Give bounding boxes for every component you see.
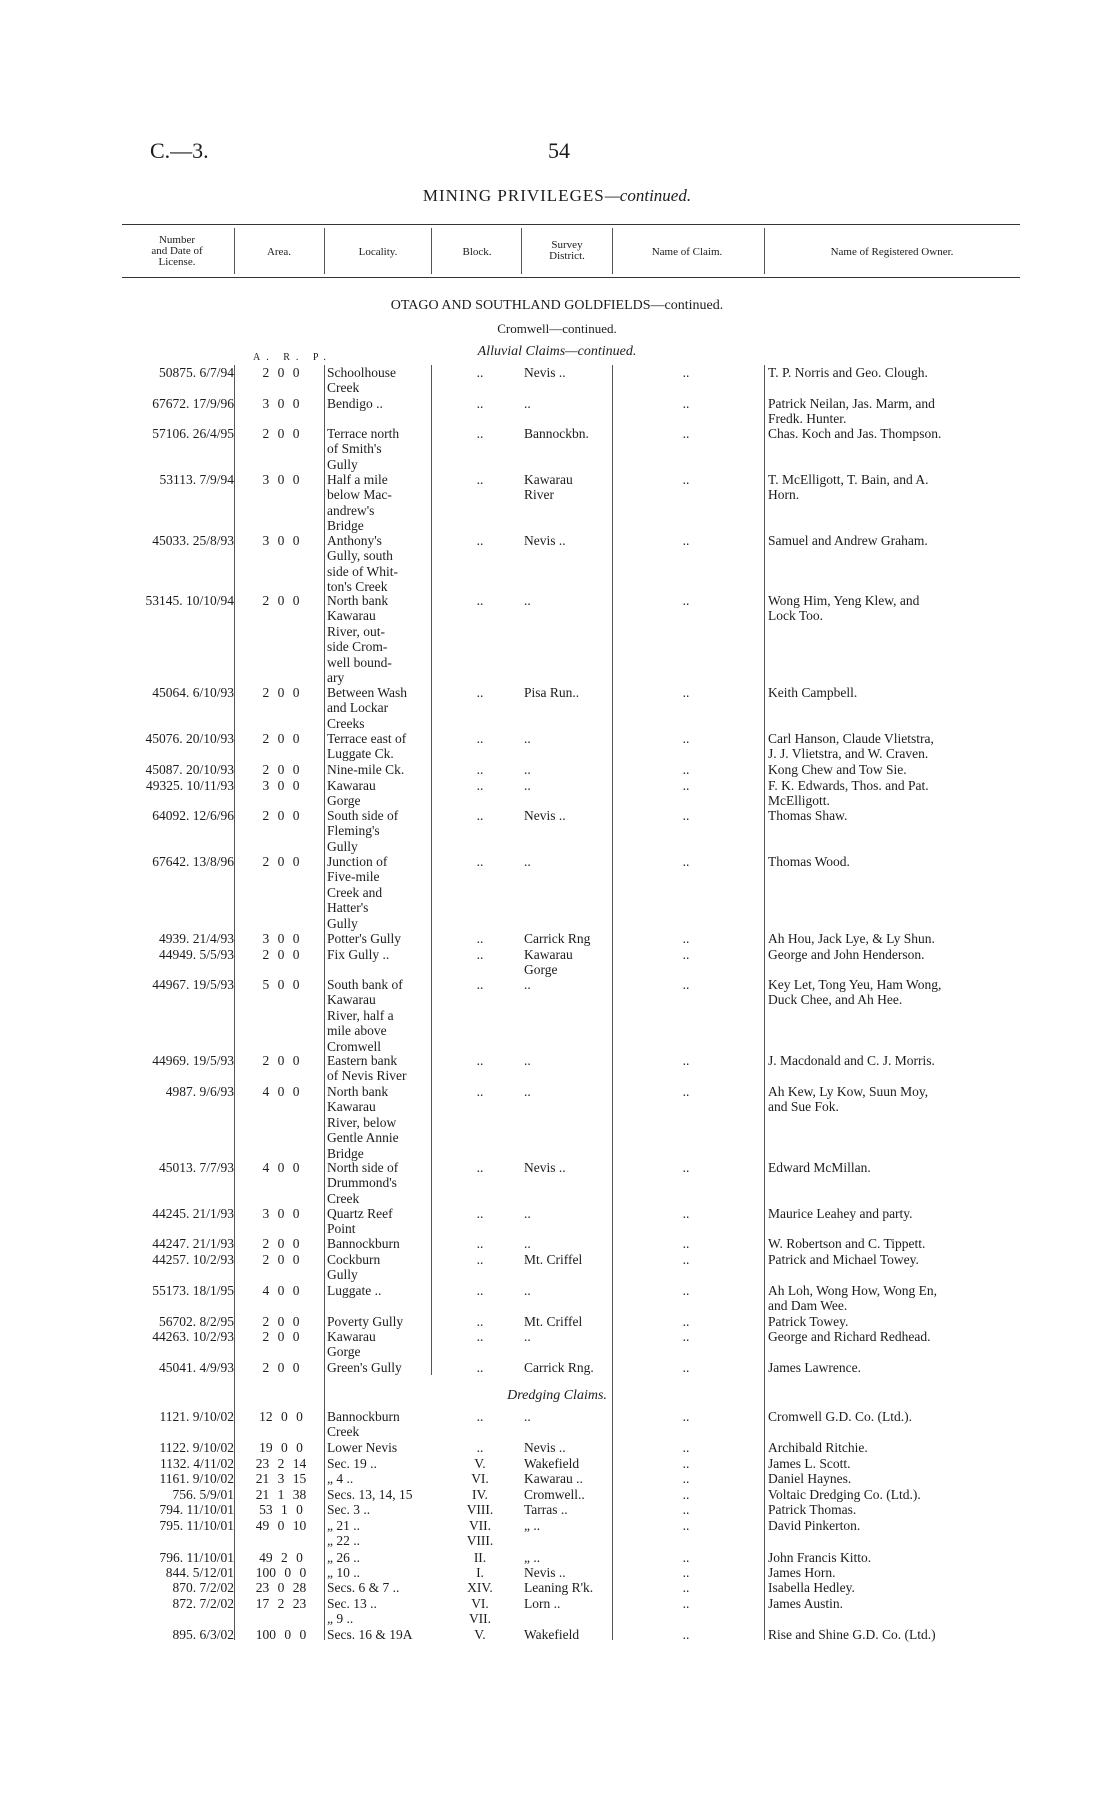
cell-survey: .. — [524, 593, 531, 608]
cell-claim: .. — [682, 365, 690, 380]
cell-survey: .. — [524, 1409, 531, 1424]
cell-area: 2 0 0 — [262, 947, 300, 962]
cell-survey: Nevis .. — [524, 365, 566, 380]
cell-owner: Key Let, Tong Yeu, Ham Wong, Duck Chee, and Ah Hee. — [768, 977, 942, 1008]
area-units-label: A. R. P. — [253, 352, 332, 363]
cell-locality: Sec. 19 .. — [327, 1456, 377, 1471]
cell-owner: Wong Him, Yeng Klew, and Lock Too. — [768, 593, 920, 624]
cell-area: 19 0 0 — [259, 1440, 303, 1455]
cell-survey: Carrick Rng. — [524, 1360, 594, 1375]
cell-owner: W. Robertson and C. Tippett. — [768, 1236, 926, 1251]
cell-area: 2 0 0 — [262, 1314, 300, 1329]
page-title — [0, 186, 1114, 206]
cell-block: .. — [476, 1329, 484, 1344]
cell-license: 45041. 4/9/93 — [158, 1360, 234, 1375]
cell-locality: Anthony's Gully, south side of Whit- ton's Creek — [327, 533, 398, 595]
cell-claim: .. — [682, 1627, 690, 1642]
cell-locality: Kawarau Gorge — [327, 778, 376, 809]
cell-survey: Pisa Run.. — [524, 685, 580, 700]
cell-survey: Cromwell.. — [524, 1487, 585, 1502]
cell-area: 3 0 0 — [262, 472, 300, 487]
cell-claim: .. — [682, 1160, 690, 1175]
cell-claim: .. — [682, 1314, 690, 1329]
cell-survey: Mt. Criffel — [524, 1252, 583, 1267]
cell-license: 67672. 17/9/96 — [152, 396, 234, 411]
cell-locality: „ 4 .. — [327, 1471, 354, 1486]
cell-locality: Poverty Gully — [327, 1314, 404, 1329]
cell-license: 55173. 18/1/95 — [152, 1283, 234, 1298]
cell-area: 23 2 14 — [255, 1456, 307, 1471]
cell-owner: Isabella Hedley. — [768, 1580, 855, 1595]
cell-survey: Mt. Criffel — [524, 1314, 583, 1329]
cell-license: 45064. 6/10/93 — [152, 685, 234, 700]
cell-survey: Bannockbn. — [524, 426, 589, 441]
cell-owner: Ah Kew, Ly Kow, Suun Moy, and Sue Fok. — [768, 1084, 929, 1115]
cell-block: .. — [476, 1084, 484, 1099]
cell-survey: .. — [524, 854, 531, 869]
cell-owner: Ah Hou, Jack Lye, & Ly Shun. — [768, 931, 935, 946]
cell-license: 872. 7/2/02 — [172, 1596, 234, 1611]
cell-area: 100 0 0 — [255, 1627, 307, 1642]
goldfields-heading: OTAGO AND SOUTHLAND GOLDFIELDS—continued. — [390, 298, 724, 313]
cell-claim: .. — [682, 533, 690, 548]
cell-license: 44967. 19/5/93 — [152, 977, 234, 992]
cell-survey: Nevis .. — [524, 808, 566, 823]
cell-area: 4 0 0 — [262, 1084, 300, 1099]
cell-area: 49 0 10 — [255, 1518, 307, 1533]
cell-license: 50875. 6/7/94 — [158, 365, 234, 380]
cell-license: 45076. 20/10/93 — [145, 731, 234, 746]
header-bottom-rule — [122, 277, 1020, 278]
cell-survey: Nevis .. — [524, 1440, 566, 1455]
cell-locality: Lower Nevis — [327, 1440, 398, 1455]
cell-license: 870. 7/2/02 — [172, 1580, 234, 1595]
col-locality: Locality. — [358, 246, 398, 258]
cell-owner: Samuel and Andrew Graham. — [768, 533, 928, 548]
cell-owner: David Pinkerton. — [768, 1518, 861, 1533]
cell-license: 44969. 19/5/93 — [152, 1053, 234, 1068]
cell-locality: Bannockburn — [327, 1236, 400, 1251]
cell-locality: Cockburn Gully — [327, 1252, 381, 1283]
header-divider — [764, 228, 765, 274]
cell-license: 1122. 9/10/02 — [159, 1440, 234, 1455]
cell-locality: Nine-mile Ck. — [327, 762, 405, 777]
cell-owner: T. P. Norris and Geo. Clough. — [768, 365, 928, 380]
cell-block: I. — [476, 1565, 484, 1580]
cell-locality: Potter's Gully — [327, 931, 402, 946]
cell-block: .. — [476, 1283, 484, 1298]
col-license: Number and Date of License. — [151, 234, 203, 268]
cell-license: 794. 11/10/01 — [159, 1502, 234, 1517]
cell-survey: Wakefield — [524, 1627, 580, 1642]
cell-claim: .. — [682, 1596, 690, 1611]
cell-area: 2 0 0 — [262, 426, 300, 441]
cell-block: .. — [476, 1440, 484, 1455]
cell-area: 2 0 0 — [262, 593, 300, 608]
cell-claim: .. — [682, 1084, 690, 1099]
column-divider — [764, 365, 765, 1640]
cell-locality: „ 10 .. — [327, 1565, 360, 1580]
cell-area: 3 0 0 — [262, 931, 300, 946]
cell-block: .. — [476, 533, 484, 548]
cell-area: 12 0 0 — [259, 1409, 303, 1424]
cell-owner: Chas. Koch and Jas. Thompson. — [768, 426, 942, 441]
header-divider — [521, 228, 522, 274]
page-number: 54 — [548, 138, 570, 163]
cell-block: .. — [476, 685, 484, 700]
cell-owner: Archibald Ritchie. — [768, 1440, 868, 1455]
cell-owner: Maurice Leahey and party. — [768, 1206, 913, 1221]
header-divider — [431, 228, 432, 274]
cell-survey: „ .. — [524, 1518, 541, 1533]
cell-survey: .. — [524, 762, 531, 777]
cell-locality: North bank Kawarau River, out- side Crom- well bound- ary — [327, 593, 392, 686]
cell-survey: Leaning R'k. — [524, 1580, 594, 1595]
cell-owner: Patrick Thomas. — [768, 1502, 857, 1517]
cell-area: 2 0 0 — [262, 762, 300, 777]
cell-block: .. — [476, 731, 484, 746]
cell-survey: .. — [524, 1053, 531, 1068]
cell-owner: Patrick Towey. — [768, 1314, 849, 1329]
cell-license: 53113. 7/9/94 — [159, 472, 234, 487]
cell-license: 44949. 5/5/93 — [158, 947, 234, 962]
cell-locality: „ 21 .. „ 22 .. — [327, 1518, 360, 1549]
cell-license: 844. 5/12/01 — [165, 1565, 234, 1580]
col-claim-name: Name of Claim. — [651, 246, 723, 258]
cell-survey: Wakefield — [524, 1456, 580, 1471]
cell-survey: .. — [524, 977, 531, 992]
cell-survey: Tarras .. — [524, 1502, 568, 1517]
cell-license: 45013. 7/7/93 — [158, 1160, 234, 1175]
cell-license: 44247. 21/1/93 — [152, 1236, 234, 1251]
cell-block: VII. VIII. — [466, 1518, 494, 1549]
cell-block: .. — [476, 1409, 484, 1424]
cell-area: 23 0 28 — [255, 1580, 307, 1595]
cell-block: .. — [476, 947, 484, 962]
cell-license: 49325. 10/11/93 — [145, 778, 234, 793]
cell-owner: F. K. Edwards, Thos. and Pat. McElligott. — [768, 778, 929, 809]
cell-owner: Patrick and Michael Towey. — [768, 1252, 919, 1267]
header-top-rule — [122, 224, 1020, 225]
cell-locality: Terrace north of Smith's Gully — [327, 426, 400, 472]
cell-license: 44263. 10/2/93 — [152, 1329, 234, 1344]
cell-locality: Terrace east of Luggate Ck. — [327, 731, 407, 762]
cell-owner: George and John Henderson. — [768, 947, 925, 962]
column-divider — [431, 365, 432, 1375]
cell-locality: Eastern bank of Nevis River — [327, 1053, 407, 1084]
cell-claim: .. — [682, 1283, 690, 1298]
cell-block: .. — [476, 1360, 484, 1375]
cell-locality: Secs. 13, 14, 15 — [327, 1487, 413, 1502]
cell-license: 53145. 10/10/94 — [145, 593, 234, 608]
cell-owner: Patrick Neilan, Jas. Marm, and Fredk. Hunter. — [768, 396, 935, 427]
cell-area: 2 0 0 — [262, 854, 300, 869]
cell-survey: „ .. — [524, 1550, 541, 1565]
cell-block: .. — [476, 1206, 484, 1221]
cell-license: 756. 5/9/01 — [172, 1487, 234, 1502]
cell-owner: John Francis Kitto. — [768, 1550, 872, 1565]
cell-license: 795. 11/10/01 — [159, 1518, 234, 1533]
cell-claim: .. — [682, 1360, 690, 1375]
title-main: MINING PRIVILEGES — [422, 186, 605, 205]
cell-locality: North bank Kawarau River, below Gentle Annie Bridge — [327, 1084, 399, 1161]
cell-block: .. — [476, 1236, 484, 1251]
cell-claim: .. — [682, 1053, 690, 1068]
cell-locality: Quartz Reef Point — [327, 1206, 393, 1237]
cell-license: 57106. 26/4/95 — [152, 426, 234, 441]
cell-owner: James Lawrence. — [768, 1360, 861, 1375]
cell-area: 2 0 0 — [262, 1252, 300, 1267]
cell-block: .. — [476, 808, 484, 823]
cell-license: 44257. 10/2/93 — [152, 1252, 234, 1267]
cell-locality: Half a mile below Mac- andrew's Bridge — [327, 472, 392, 534]
cell-survey: .. — [524, 396, 531, 411]
cell-area: 3 0 0 — [262, 778, 300, 793]
column-divider — [324, 365, 325, 1640]
cell-license: 45033. 25/8/93 — [152, 533, 234, 548]
cell-survey: Nevis .. — [524, 1565, 566, 1580]
cell-locality: Schoolhouse Creek — [327, 365, 396, 396]
cell-block: .. — [476, 1252, 484, 1267]
cell-area: 21 3 15 — [255, 1471, 307, 1486]
cell-locality: Kawarau Gorge — [327, 1329, 376, 1360]
col-block: Block. — [462, 246, 492, 258]
cell-license: 1121. 9/10/02 — [159, 1409, 234, 1424]
cell-owner: James L. Scott. — [768, 1456, 851, 1471]
cell-area: 4 0 0 — [262, 1160, 300, 1175]
cell-area: 21 1 38 — [255, 1487, 307, 1502]
cell-area: 2 0 0 — [262, 365, 300, 380]
cell-area: 4 0 0 — [262, 1283, 300, 1298]
cell-area: 2 0 0 — [262, 731, 300, 746]
cell-license: 67642. 13/8/96 — [152, 854, 234, 869]
cell-locality: Between Wash and Lockar Creeks — [327, 685, 408, 731]
cell-license: 895. 6/3/02 — [172, 1627, 234, 1642]
cell-locality: Junction of Five-mile Creek and Hatter's Gully — [327, 854, 388, 931]
cell-block: .. — [476, 762, 484, 777]
cell-claim: .. — [682, 1440, 690, 1455]
cell-locality: „ 26 .. — [327, 1550, 360, 1565]
cell-survey: .. — [524, 1283, 531, 1298]
cell-area: 3 0 0 — [262, 396, 300, 411]
cell-owner: James Horn. — [768, 1565, 836, 1580]
cell-claim: .. — [682, 854, 690, 869]
cell-owner: James Austin. — [768, 1596, 844, 1611]
cell-block: .. — [476, 1314, 484, 1329]
cell-area: 2 0 0 — [262, 1360, 300, 1375]
cell-claim: .. — [682, 778, 690, 793]
cell-survey: Nevis .. — [524, 533, 566, 548]
alluvial-claims-heading: Alluvial Claims—continued. — [477, 344, 637, 359]
cell-locality: Luggate .. — [327, 1283, 382, 1298]
cell-locality: North side of Drummond's Creek — [327, 1160, 399, 1206]
cell-owner: Carl Hanson, Claude Vlietstra, J. J. Vlietstra, and W. Craven. — [768, 731, 934, 762]
cell-locality: Secs. 16 & 19A — [327, 1627, 413, 1642]
cell-survey: Kawarau River — [524, 472, 573, 503]
cell-claim: .. — [682, 396, 690, 411]
cell-claim: .. — [682, 426, 690, 441]
cell-locality: Fix Gully .. — [327, 947, 390, 962]
cell-block: IV. — [472, 1487, 488, 1502]
cell-claim: .. — [682, 1565, 690, 1580]
cell-claim: .. — [682, 1236, 690, 1251]
header-divider — [324, 228, 325, 274]
cell-survey: .. — [524, 731, 531, 746]
cell-survey: .. — [524, 778, 531, 793]
col-survey-district: Survey District. — [549, 239, 585, 262]
cell-locality: Green's Gully — [327, 1360, 402, 1375]
cell-owner: Thomas Wood. — [768, 854, 850, 869]
cell-license: 1132. 4/11/02 — [160, 1456, 234, 1471]
cell-area: 17 2 23 — [255, 1596, 307, 1611]
cell-claim: .. — [682, 1471, 690, 1486]
cell-license: 796. 11/10/01 — [159, 1550, 234, 1565]
cell-locality: Bendigo .. — [327, 396, 383, 411]
cell-area: 2 0 0 — [262, 1329, 300, 1344]
cell-claim: .. — [682, 1252, 690, 1267]
cell-claim: .. — [682, 472, 690, 487]
cell-claim: .. — [682, 1329, 690, 1344]
cell-locality: South side of Fleming's Gully — [327, 808, 399, 854]
cell-claim: .. — [682, 1487, 690, 1502]
cell-claim: .. — [682, 977, 690, 992]
cell-block: .. — [476, 1053, 484, 1068]
cell-claim: .. — [682, 1456, 690, 1471]
cell-block: .. — [476, 854, 484, 869]
header-divider — [612, 228, 613, 274]
cell-area: 2 0 0 — [262, 808, 300, 823]
column-divider — [234, 365, 235, 1640]
cell-claim: .. — [682, 1502, 690, 1517]
cell-survey: Kawarau Gorge — [524, 947, 573, 978]
cell-block: VI. VII. — [468, 1596, 492, 1627]
cell-survey: .. — [524, 1236, 531, 1251]
cell-owner: Kong Chew and Tow Sie. — [768, 762, 907, 777]
cell-survey: Nevis .. — [524, 1160, 566, 1175]
cell-block: VIII. — [466, 1502, 494, 1517]
cell-owner: Rise and Shine G.D. Co. (Ltd.) — [768, 1627, 936, 1642]
cell-license: 1161. 9/10/02 — [159, 1471, 234, 1486]
cell-area: 2 0 0 — [262, 1053, 300, 1068]
cell-locality: South bank of Kawarau River, half a mile above Cromwell — [327, 977, 403, 1054]
cell-license: 44245. 21/1/93 — [152, 1206, 234, 1221]
cell-claim: .. — [682, 931, 690, 946]
col-area: Area. — [266, 246, 292, 258]
cell-claim: .. — [682, 1206, 690, 1221]
dredging-claims-heading: Dredging Claims. — [507, 1388, 607, 1403]
cell-block: V. — [474, 1456, 486, 1471]
cell-owner: J. Macdonald and C. J. Morris. — [768, 1053, 935, 1068]
cell-survey: Lorn .. — [524, 1596, 561, 1611]
document-reference: C.—3. — [150, 138, 209, 163]
cell-license: 64092. 12/6/96 — [152, 808, 234, 823]
cell-owner: Keith Campbell. — [768, 685, 858, 700]
cell-owner: Voltaic Dredging Co. (Ltd.). — [768, 1487, 921, 1502]
cell-area: 53 1 0 — [259, 1502, 303, 1517]
cell-claim: .. — [682, 685, 690, 700]
cell-area: 2 0 0 — [262, 685, 300, 700]
district-heading: Cromwell—continued. — [497, 321, 617, 336]
cell-block: .. — [476, 396, 484, 411]
cell-area: 49 2 0 — [259, 1550, 303, 1565]
cell-owner: Ah Loh, Wong How, Wong En, and Dam Wee. — [768, 1283, 937, 1314]
cell-license: 45087. 20/10/93 — [145, 762, 234, 777]
cell-locality: Bannockburn Creek — [327, 1409, 400, 1440]
cell-block: .. — [476, 365, 484, 380]
cell-area: 2 0 0 — [262, 1236, 300, 1251]
cell-area: 3 0 0 — [262, 1206, 300, 1221]
header-divider — [234, 228, 235, 274]
cell-block: VI. — [471, 1471, 489, 1486]
cell-owner: T. McElligott, T. Bain, and A. Horn. — [768, 472, 929, 503]
cell-license: 56702. 8/2/95 — [158, 1314, 234, 1329]
cell-claim: .. — [682, 808, 690, 823]
cell-owner: Edward McMillan. — [768, 1160, 871, 1175]
cell-claim: .. — [682, 1550, 690, 1565]
cell-owner: Cromwell G.D. Co. (Ltd.). — [768, 1409, 912, 1424]
cell-block: .. — [476, 977, 484, 992]
cell-area: 5 0 0 — [262, 977, 300, 992]
cell-block: .. — [476, 426, 484, 441]
col-registered-owner: Name of Registered Owner. — [830, 246, 954, 258]
cell-claim: .. — [682, 731, 690, 746]
cell-claim: .. — [682, 593, 690, 608]
cell-owner: George and Richard Redhead. — [768, 1329, 931, 1344]
cell-block: .. — [476, 1160, 484, 1175]
cell-claim: .. — [682, 947, 690, 962]
cell-claim: .. — [682, 1580, 690, 1595]
cell-owner: Thomas Shaw. — [768, 808, 848, 823]
cell-block: II. — [473, 1550, 487, 1565]
cell-block: .. — [476, 593, 484, 608]
cell-block: .. — [476, 931, 484, 946]
cell-area: 100 0 0 — [255, 1565, 307, 1580]
cell-license: 4987. 9/6/93 — [165, 1084, 234, 1099]
cell-block: V. — [474, 1627, 486, 1642]
cell-survey: .. — [524, 1329, 531, 1344]
cell-license: 4939. 21/4/93 — [158, 931, 234, 946]
cell-locality: Sec. 13 .. „ 9 .. — [327, 1596, 377, 1627]
cell-locality: Sec. 3 .. — [327, 1502, 371, 1517]
cell-survey: .. — [524, 1084, 531, 1099]
cell-claim: .. — [682, 1518, 690, 1533]
cell-claim: .. — [682, 762, 690, 777]
cell-block: .. — [476, 778, 484, 793]
cell-block: XIV. — [467, 1580, 493, 1595]
cell-block: .. — [476, 472, 484, 487]
cell-survey: Carrick Rng — [524, 931, 591, 946]
cell-owner: Daniel Haynes. — [768, 1471, 852, 1486]
cell-claim: .. — [682, 1409, 690, 1424]
title-suffix: —continued. — [604, 186, 692, 205]
cell-survey: Kawarau .. — [524, 1471, 583, 1486]
cell-survey: .. — [524, 1206, 531, 1221]
cell-area: 3 0 0 — [262, 533, 300, 548]
cell-locality: Secs. 6 & 7 .. — [327, 1580, 400, 1595]
